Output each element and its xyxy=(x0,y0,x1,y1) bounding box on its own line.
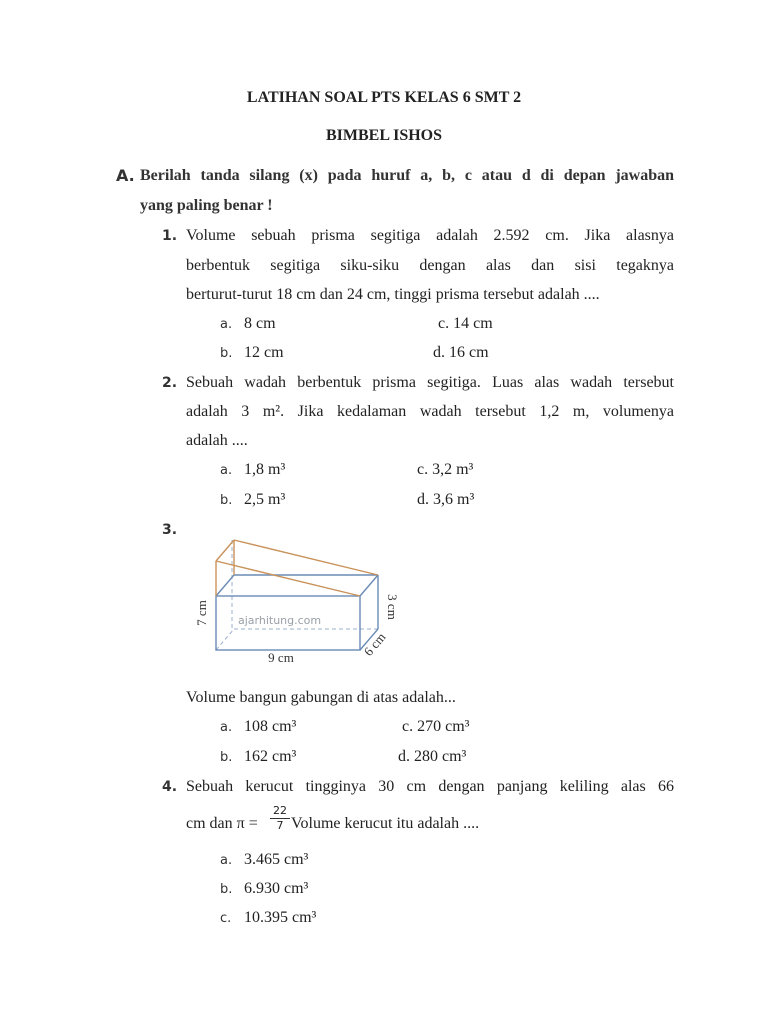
question-text-line: berbentuk segitiga siku-siku dengan alas dan sisi tegaknya xyxy=(186,257,674,274)
option-text: 162 cm³ xyxy=(244,748,297,765)
option-label: b. xyxy=(220,493,233,508)
option-text: c. 270 cm³ xyxy=(402,718,470,735)
question-number: 3. xyxy=(162,522,178,538)
option-label: c. xyxy=(220,911,232,926)
question-text-prefix: cm dan π = xyxy=(186,815,258,832)
option-text: 12 cm xyxy=(244,344,284,361)
section-instruction-line2: yang paling benar ! xyxy=(140,197,273,214)
option-label: a. xyxy=(220,317,233,332)
question-text-line: Volume bangun gabungan di atas adalah... xyxy=(186,689,456,706)
page-subtitle: BIMBEL ISHOS xyxy=(325,127,443,144)
option-text: d. 3,6 m³ xyxy=(417,491,475,508)
question-text-line: Sebuah kerucut tingginya 30 cm dengan panjang keliling alas 66 xyxy=(186,778,674,795)
option-text: 6.930 cm³ xyxy=(244,880,309,897)
label-depth: 6 cm xyxy=(360,629,389,659)
box-edge xyxy=(360,575,378,596)
option-text: 1,8 m³ xyxy=(244,461,286,478)
label-length: 9 cm xyxy=(268,650,294,665)
question-text-line: adalah .... xyxy=(186,432,248,449)
question-number: 2. xyxy=(162,375,178,391)
pi-fraction xyxy=(270,805,290,832)
fraction-numerator: 22 xyxy=(273,804,287,817)
option-label: b. xyxy=(220,882,233,897)
option-text: d. 16 cm xyxy=(433,344,489,361)
option-text: 10.395 cm³ xyxy=(244,909,317,926)
watermark: ajarhitung.com xyxy=(238,614,322,627)
box-edge xyxy=(216,575,234,596)
option-label: a. xyxy=(220,463,233,478)
option-text: d. 280 cm³ xyxy=(398,748,467,765)
hidden-edge xyxy=(216,629,234,650)
question-number: 4. xyxy=(162,779,178,795)
fraction-denominator: 7 xyxy=(276,819,284,832)
page-title: LATIHAN SOAL PTS KELAS 6 SMT 2 xyxy=(246,89,522,106)
question-number: 1. xyxy=(162,228,178,244)
option-text: 2,5 m³ xyxy=(244,491,286,508)
prism-edge xyxy=(234,540,378,575)
option-label: b. xyxy=(220,346,233,361)
section-letter: A. xyxy=(116,166,135,185)
prism-figure xyxy=(190,535,405,670)
label-right-height: 3 cm xyxy=(385,594,400,620)
question-text-line: Sebuah wadah berbentuk prisma segitiga. Luas alas wadah tersebut xyxy=(186,374,674,391)
option-text: 3.465 cm³ xyxy=(244,851,309,868)
option-text: c. 14 cm xyxy=(438,315,493,332)
question-text-line: adalah 3 m². Jika kedalaman wadah tersebut 1,2 m, volumenya xyxy=(186,403,674,420)
section-instruction-line1: Berilah tanda silang (x) pada huruf a, b, c atau d di depan jawaban xyxy=(140,167,674,184)
question-text-suffix: Volume kerucut itu adalah .... xyxy=(291,815,480,832)
question-text-line: berturut-turut 18 cm dan 24 cm, tinggi prisma tersebut adalah .... xyxy=(186,286,600,303)
label-height: 7 cm xyxy=(194,600,209,626)
option-label: a. xyxy=(220,720,233,735)
option-text: 108 cm³ xyxy=(244,718,297,735)
prism-edge xyxy=(216,561,360,596)
prism-edge xyxy=(216,540,234,561)
question-text-line: Volume sebuah prisma segitiga adalah 2.592 cm. Jika alasnya xyxy=(186,227,674,244)
option-label: b. xyxy=(220,750,233,765)
option-label: a. xyxy=(220,853,233,868)
option-text: c. 3,2 m³ xyxy=(417,461,474,478)
option-text: 8 cm xyxy=(244,315,276,332)
